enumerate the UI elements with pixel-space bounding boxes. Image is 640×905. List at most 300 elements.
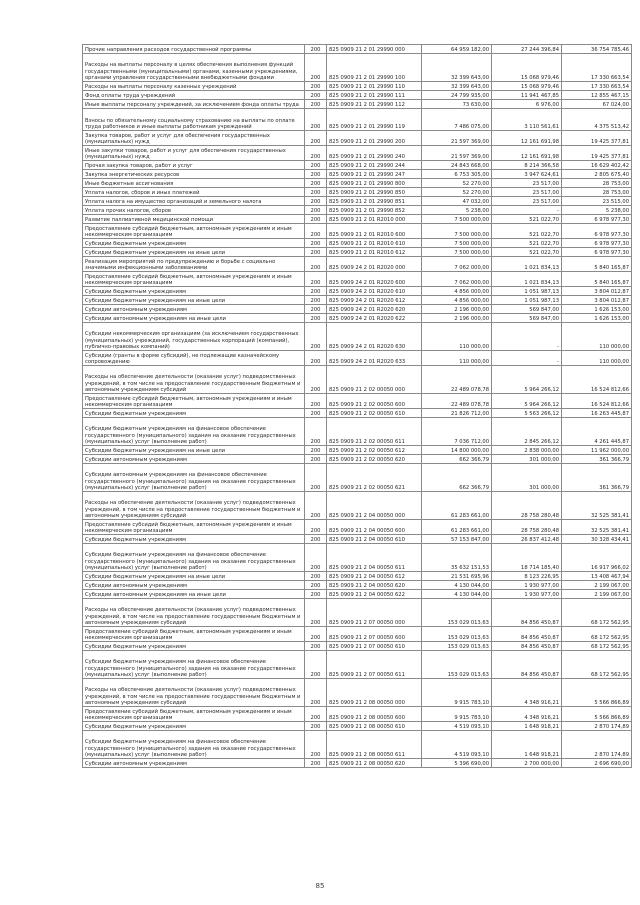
budget-classification-code: 825 0909 21 2 04 00050 000 bbox=[327, 492, 422, 520]
budget-classification-code: 825 0909 21 2 01 29990 851 bbox=[327, 197, 422, 206]
executed-amount: 11 941 467,85 bbox=[492, 91, 562, 100]
approved-amount: 4 519 093,10 bbox=[422, 722, 492, 731]
unexecuted-amount: 5 566 866,89 bbox=[562, 679, 632, 707]
budget-classification-code: 825 0909 24 2 01 R2020 633 bbox=[327, 351, 422, 366]
table-row bbox=[83, 206, 632, 215]
budget-classification-code: 825 0909 21 2 08 00050 600 bbox=[327, 707, 422, 722]
row-name: Иные бюджетные ассигнования bbox=[83, 179, 305, 188]
budget-classification-code: 825 0909 24 2 01 R2020 000 bbox=[327, 257, 422, 272]
table-row bbox=[83, 642, 632, 651]
unexecuted-amount: 6 978 977,30 bbox=[562, 215, 632, 224]
approved-amount: 662 366,79 bbox=[422, 455, 492, 464]
row-name: Субсидии некоммерческим организациям (за исключением государственных (муниципальных) учреждений, государственных корпораций (компаний), публично-правовых компаний) bbox=[83, 323, 305, 351]
approved-amount: 7 500 000,00 bbox=[422, 224, 492, 239]
budget-classification-code: 825 0909 21 2 01 R2010 610 bbox=[327, 239, 422, 248]
unexecuted-amount: 16 524 812,66 bbox=[562, 394, 632, 409]
budget-classification-code: 825 0909 21 2 01 29990 200 bbox=[327, 131, 422, 146]
budget-classification-code: 825 0909 21 2 01 R2010 600 bbox=[327, 224, 422, 239]
admin-code: 200 bbox=[305, 161, 327, 170]
budget-classification-code: 825 0909 24 2 01 R2020 612 bbox=[327, 296, 422, 305]
budget-classification-code: 825 0909 21 2 02 00050 600 bbox=[327, 394, 422, 409]
admin-code: 200 bbox=[305, 759, 327, 768]
row-name: Субсидии бюджетным учреждениям bbox=[83, 287, 305, 296]
approved-amount: 35 632 151,53 bbox=[422, 544, 492, 572]
executed-amount: 15 068 979,46 bbox=[492, 54, 562, 82]
row-name: Субсидии бюджетным учреждениям на иные цели bbox=[83, 296, 305, 305]
row-name: Субсидии бюджетным учреждениям bbox=[83, 642, 305, 651]
unexecuted-amount: 6 978 977,30 bbox=[562, 248, 632, 257]
table-row bbox=[83, 572, 632, 581]
unexecuted-amount: 2 199 067,00 bbox=[562, 581, 632, 590]
admin-code: 200 bbox=[305, 296, 327, 305]
admin-code: 200 bbox=[305, 257, 327, 272]
admin-code: 200 bbox=[305, 535, 327, 544]
table-row bbox=[83, 100, 632, 109]
unexecuted-amount: 2 805 675,40 bbox=[562, 170, 632, 179]
table-row bbox=[83, 679, 632, 707]
row-name: Развитие паллиативной медицинской помощи bbox=[83, 215, 305, 224]
approved-amount: 22 489 078,78 bbox=[422, 394, 492, 409]
table-row bbox=[83, 651, 632, 679]
executed-amount: 569 847,00 bbox=[492, 314, 562, 323]
budget-classification-code: 825 0909 21 2 02 00050 621 bbox=[327, 464, 422, 492]
table-body bbox=[83, 45, 632, 768]
row-name: Уплата налогов, сборов и иных платежей bbox=[83, 188, 305, 197]
row-name: Субсидии автономным учреждениям bbox=[83, 759, 305, 768]
approved-amount: 7 062 000,00 bbox=[422, 272, 492, 287]
budget-classification-code: 825 0909 21 2 01 29990 800 bbox=[327, 179, 422, 188]
table-row bbox=[83, 418, 632, 446]
table-row bbox=[83, 351, 632, 366]
table-row bbox=[83, 581, 632, 590]
approved-amount: 73 630,00 bbox=[422, 100, 492, 109]
budget-classification-code: 825 0909 21 2 01 29990 100 bbox=[327, 54, 422, 82]
row-name: Расходы на обеспечение деятельности (оказание услуг) подведомственных учреждений, в том числе на предоставление государственным бюджетным и автономным учреждениям субсидий bbox=[83, 599, 305, 627]
admin-code: 200 bbox=[305, 109, 327, 131]
admin-code: 200 bbox=[305, 722, 327, 731]
unexecuted-amount: 17 330 663,54 bbox=[562, 82, 632, 91]
row-name: Взносы по обязательному социальному страхованию на выплаты по оплате труда работников и иные выплаты работникам учреждений bbox=[83, 109, 305, 131]
row-name: Субсидии бюджетным учреждениям на финансовое обеспечение государственного (муниципального) задания на оказание государственных (муниципальных) услуг (выполнение работ) bbox=[83, 731, 305, 759]
admin-code: 200 bbox=[305, 409, 327, 418]
unexecuted-amount: 19 425 377,81 bbox=[562, 146, 632, 161]
admin-code: 200 bbox=[305, 394, 327, 409]
approved-amount: 9 915 783,10 bbox=[422, 707, 492, 722]
table-row bbox=[83, 323, 632, 351]
budget-classification-code: 825 0909 24 2 01 R2020 600 bbox=[327, 272, 422, 287]
row-name: Субсидии автономным учреждениям bbox=[83, 581, 305, 590]
unexecuted-amount: 11 962 000,00 bbox=[562, 446, 632, 455]
unexecuted-amount: 4 375 513,42 bbox=[562, 109, 632, 131]
admin-code: 200 bbox=[305, 544, 327, 572]
unexecuted-amount: 28 753,00 bbox=[562, 188, 632, 197]
admin-code: 200 bbox=[305, 248, 327, 257]
unexecuted-amount: 2 199 067,00 bbox=[562, 590, 632, 599]
approved-amount: 7 500 000,00 bbox=[422, 239, 492, 248]
budget-classification-code: 825 0909 24 2 01 R2020 610 bbox=[327, 287, 422, 296]
admin-code: 200 bbox=[305, 520, 327, 535]
unexecuted-amount: 12 855 467,15 bbox=[562, 91, 632, 100]
approved-amount: 21 826 712,00 bbox=[422, 409, 492, 418]
unexecuted-amount: 16 263 445,87 bbox=[562, 409, 632, 418]
unexecuted-amount: 68 172 562,95 bbox=[562, 599, 632, 627]
admin-code: 200 bbox=[305, 455, 327, 464]
admin-code: 200 bbox=[305, 642, 327, 651]
unexecuted-amount: 36 754 785,46 bbox=[562, 45, 632, 54]
admin-code: 200 bbox=[305, 272, 327, 287]
table-row bbox=[83, 492, 632, 520]
row-name: Расходы на выплаты персоналу в целях обеспечения выполнения функций государственными (муниципальными) органами, казенными учреждениями, органами управления государственными внебюджетными фондами bbox=[83, 54, 305, 82]
budget-classification-code: 825 0909 21 2 07 00050 611 bbox=[327, 651, 422, 679]
unexecuted-amount: 23 515,00 bbox=[562, 197, 632, 206]
table-row bbox=[83, 197, 632, 206]
budget-classification-code: 825 0909 21 2 08 00050 620 bbox=[327, 759, 422, 768]
budget-classification-code: 825 0909 21 2 02 00050 612 bbox=[327, 446, 422, 455]
row-name: Субсидии бюджетным учреждениям на финансовое обеспечение государственного (муниципального) задания на оказание государственных (муниципальных) услуг (выполнение работ) bbox=[83, 651, 305, 679]
executed-amount: 521 022,70 bbox=[492, 239, 562, 248]
admin-code: 200 bbox=[305, 464, 327, 492]
row-name: Закупка товаров, работ и услуг для обеспечения государственных (муниципальных) нужд bbox=[83, 131, 305, 146]
admin-code: 200 bbox=[305, 351, 327, 366]
approved-amount: 7 062 000,00 bbox=[422, 257, 492, 272]
approved-amount: 5 396 690,00 bbox=[422, 759, 492, 768]
row-name: Уплата прочих налогов, сборов bbox=[83, 206, 305, 215]
executed-amount: - bbox=[492, 206, 562, 215]
unexecuted-amount: 68 172 562,95 bbox=[562, 651, 632, 679]
row-name: Расходы на обеспечение деятельности (оказание услуг) подведомственных учреждений, в том числе на предоставление государственным бюджетным и автономным учреждениям субсидий bbox=[83, 366, 305, 394]
approved-amount: 4 856 000,00 bbox=[422, 287, 492, 296]
table-row bbox=[83, 296, 632, 305]
executed-amount: 23 517,00 bbox=[492, 197, 562, 206]
executed-amount: 15 068 979,46 bbox=[492, 82, 562, 91]
unexecuted-amount: 110 000,00 bbox=[562, 351, 632, 366]
unexecuted-amount: 2 870 174,89 bbox=[562, 731, 632, 759]
row-name: Уплата налога на имущество организаций и земельного налога bbox=[83, 197, 305, 206]
row-name: Расходы на обеспечение деятельности (оказание услуг) подведомственных учреждений, в том числе на предоставление государственным бюджетным и автономным учреждениям субсидий bbox=[83, 492, 305, 520]
row-name: Предоставление субсидий бюджетным, автономным учреждениям и иным некоммерческим организациям bbox=[83, 707, 305, 722]
admin-code: 200 bbox=[305, 599, 327, 627]
approved-amount: 2 196 000,00 bbox=[422, 314, 492, 323]
budget-classification-code: 825 0909 21 2 07 00050 600 bbox=[327, 627, 422, 642]
approved-amount: 153 029 013,63 bbox=[422, 642, 492, 651]
approved-amount: 7 500 000,00 bbox=[422, 215, 492, 224]
budget-classification-code: 825 0909 21 2 04 00050 611 bbox=[327, 544, 422, 572]
row-name: Субсидии бюджетным учреждениям на иные цели bbox=[83, 248, 305, 257]
row-name: Субсидии бюджетным учреждениям на финансовое обеспечение государственного (муниципального) задания на оказание государственных (муниципальных) услуг (выполнение работ) bbox=[83, 418, 305, 446]
table-row bbox=[83, 109, 632, 131]
row-name: Субсидии бюджетным учреждениям bbox=[83, 722, 305, 731]
table-row bbox=[83, 544, 632, 572]
executed-amount: 569 847,00 bbox=[492, 305, 562, 314]
table-row bbox=[83, 272, 632, 287]
unexecuted-amount: 2 870 174,89 bbox=[562, 722, 632, 731]
executed-amount: 5 964 266,12 bbox=[492, 394, 562, 409]
row-name: Субсидии автономным учреждениям bbox=[83, 455, 305, 464]
table-row bbox=[83, 314, 632, 323]
row-name: Предоставление субсидий бюджетным, автономным учреждениям и иным некоммерческим организациям bbox=[83, 520, 305, 535]
table-row bbox=[83, 131, 632, 146]
budget-classification-code: 825 0909 21 2 01 29990 240 bbox=[327, 146, 422, 161]
admin-code: 200 bbox=[305, 627, 327, 642]
table-row bbox=[83, 239, 632, 248]
unexecuted-amount: 16 629 402,42 bbox=[562, 161, 632, 170]
row-name: Расходы на выплаты персоналу казенных учреждений bbox=[83, 82, 305, 91]
row-name: Прочая закупка товаров, работ и услуг bbox=[83, 161, 305, 170]
table-row bbox=[83, 248, 632, 257]
table-row bbox=[83, 446, 632, 455]
budget-classification-code: 825 0909 24 2 01 R2020 622 bbox=[327, 314, 422, 323]
budget-classification-code: 825 0909 21 2 01 R2010 000 bbox=[327, 215, 422, 224]
table-row bbox=[83, 179, 632, 188]
row-name: Реализация мероприятий по предупреждению и борьбе с социально значимыми инфекционными заболеваниями bbox=[83, 257, 305, 272]
executed-amount: 1 051 987,13 bbox=[492, 296, 562, 305]
admin-code: 200 bbox=[305, 287, 327, 296]
approved-amount: 4 856 000,00 bbox=[422, 296, 492, 305]
executed-amount: 1 648 918,21 bbox=[492, 722, 562, 731]
unexecuted-amount: 4 261 445,87 bbox=[562, 418, 632, 446]
unexecuted-amount: 361 366,79 bbox=[562, 464, 632, 492]
budget-classification-code: 825 0909 21 2 02 00050 611 bbox=[327, 418, 422, 446]
table-row bbox=[83, 731, 632, 759]
unexecuted-amount: 17 330 663,54 bbox=[562, 54, 632, 82]
approved-amount: 110 000,00 bbox=[422, 351, 492, 366]
executed-amount: 3 947 624,61 bbox=[492, 170, 562, 179]
unexecuted-amount: 16 524 812,66 bbox=[562, 366, 632, 394]
unexecuted-amount: 110 000,00 bbox=[562, 323, 632, 351]
approved-amount: 662 366,79 bbox=[422, 464, 492, 492]
executed-amount: 8 123 226,95 bbox=[492, 572, 562, 581]
executed-amount: 28 758 280,48 bbox=[492, 492, 562, 520]
unexecuted-amount: 5 840 165,87 bbox=[562, 272, 632, 287]
approved-amount: 7 486 075,00 bbox=[422, 109, 492, 131]
admin-code: 200 bbox=[305, 314, 327, 323]
approved-amount: 6 753 305,00 bbox=[422, 170, 492, 179]
admin-code: 200 bbox=[305, 146, 327, 161]
executed-amount: 84 856 450,87 bbox=[492, 627, 562, 642]
budget-classification-code: 825 0909 21 2 08 00050 000 bbox=[327, 679, 422, 707]
approved-amount: 24 799 935,00 bbox=[422, 91, 492, 100]
admin-code: 200 bbox=[305, 305, 327, 314]
executed-amount: 1 021 834,13 bbox=[492, 257, 562, 272]
executed-amount: 18 714 185,40 bbox=[492, 544, 562, 572]
table-row bbox=[83, 464, 632, 492]
table-row bbox=[83, 409, 632, 418]
table-row bbox=[83, 170, 632, 179]
table-row bbox=[83, 366, 632, 394]
approved-amount: 52 270,00 bbox=[422, 188, 492, 197]
approved-amount: 61 283 661,00 bbox=[422, 492, 492, 520]
approved-amount: 32 399 643,00 bbox=[422, 54, 492, 82]
executed-amount: 28 758 280,48 bbox=[492, 520, 562, 535]
row-name: Фонд оплаты труда учреждений bbox=[83, 91, 305, 100]
admin-code: 200 bbox=[305, 707, 327, 722]
executed-amount: - bbox=[492, 351, 562, 366]
budget-classification-code: 825 0909 21 2 04 00050 610 bbox=[327, 535, 422, 544]
admin-code: 200 bbox=[305, 100, 327, 109]
admin-code: 200 bbox=[305, 590, 327, 599]
budget-classification-code: 825 0909 21 2 01 29990 244 bbox=[327, 161, 422, 170]
unexecuted-amount: 13 408 467,94 bbox=[562, 572, 632, 581]
approved-amount: 32 399 643,00 bbox=[422, 82, 492, 91]
approved-amount: 24 843 668,00 bbox=[422, 161, 492, 170]
table-row bbox=[83, 305, 632, 314]
table-row bbox=[83, 707, 632, 722]
admin-code: 200 bbox=[305, 572, 327, 581]
budget-execution-table bbox=[82, 44, 632, 768]
table-row bbox=[83, 224, 632, 239]
row-name: Субсидии бюджетным учреждениям bbox=[83, 239, 305, 248]
row-name: Субсидии бюджетным учреждениям bbox=[83, 535, 305, 544]
page-number: 85 bbox=[315, 882, 325, 890]
table-row bbox=[83, 455, 632, 464]
executed-amount: 23 517,00 bbox=[492, 188, 562, 197]
admin-code: 200 bbox=[305, 492, 327, 520]
executed-amount: 1 648 918,21 bbox=[492, 731, 562, 759]
row-name: Субсидии автономным учреждениям на иные цели bbox=[83, 590, 305, 599]
approved-amount: 52 270,00 bbox=[422, 179, 492, 188]
unexecuted-amount: 28 753,00 bbox=[562, 179, 632, 188]
executed-amount: 1 930 977,00 bbox=[492, 590, 562, 599]
unexecuted-amount: 3 804 012,87 bbox=[562, 296, 632, 305]
admin-code: 200 bbox=[305, 188, 327, 197]
row-name: Закупка энергетических ресурсов bbox=[83, 170, 305, 179]
budget-classification-code: 825 0909 21 2 04 00050 612 bbox=[327, 572, 422, 581]
executed-amount: 4 348 916,21 bbox=[492, 707, 562, 722]
approved-amount: 7 036 712,00 bbox=[422, 418, 492, 446]
approved-amount: 9 915 783,10 bbox=[422, 679, 492, 707]
unexecuted-amount: 6 978 977,30 bbox=[562, 239, 632, 248]
table-row bbox=[83, 188, 632, 197]
row-name: Прочие направления расходов государственной программы bbox=[83, 45, 305, 54]
table-row bbox=[83, 146, 632, 161]
executed-amount: 26 837 412,48 bbox=[492, 535, 562, 544]
budget-classification-code: 825 0909 21 2 07 00050 610 bbox=[327, 642, 422, 651]
executed-amount: 2 700 000,00 bbox=[492, 759, 562, 768]
budget-classification-code: 825 0909 21 2 01 R2010 612 bbox=[327, 248, 422, 257]
approved-amount: 64 959 182,00 bbox=[422, 45, 492, 54]
table-row bbox=[83, 215, 632, 224]
unexecuted-amount: 68 172 562,95 bbox=[562, 627, 632, 642]
row-name: Субсидии автономным учреждениям на финансовое обеспечение государственного (муниципального) задания на оказание государственных (муниципальных) услуг (выполнение работ) bbox=[83, 464, 305, 492]
unexecuted-amount: 3 804 012,87 bbox=[562, 287, 632, 296]
table-row bbox=[83, 590, 632, 599]
unexecuted-amount: 32 525 381,41 bbox=[562, 520, 632, 535]
budget-classification-code: 825 0909 21 2 01 29990 000 bbox=[327, 45, 422, 54]
unexecuted-amount: 30 328 434,41 bbox=[562, 535, 632, 544]
admin-code: 200 bbox=[305, 54, 327, 82]
admin-code: 200 bbox=[305, 418, 327, 446]
approved-amount: 21 597 369,00 bbox=[422, 131, 492, 146]
table-row bbox=[83, 91, 632, 100]
row-name: Субсидии автономным учреждениям на иные цели bbox=[83, 314, 305, 323]
unexecuted-amount: 2 696 690,00 bbox=[562, 759, 632, 768]
executed-amount: 23 517,00 bbox=[492, 179, 562, 188]
executed-amount: 2 845 266,12 bbox=[492, 418, 562, 446]
admin-code: 200 bbox=[305, 179, 327, 188]
approved-amount: 4 519 093,10 bbox=[422, 731, 492, 759]
executed-amount: 3 110 561,61 bbox=[492, 109, 562, 131]
executed-amount: 5 964 266,12 bbox=[492, 366, 562, 394]
executed-amount: 1 021 834,13 bbox=[492, 272, 562, 287]
budget-classification-code: 825 0909 21 2 07 00050 000 bbox=[327, 599, 422, 627]
admin-code: 200 bbox=[305, 731, 327, 759]
unexecuted-amount: 6 978 977,30 bbox=[562, 224, 632, 239]
executed-amount: 84 856 450,87 bbox=[492, 642, 562, 651]
approved-amount: 4 130 044,00 bbox=[422, 581, 492, 590]
admin-code: 200 bbox=[305, 581, 327, 590]
row-name: Предоставление субсидий бюджетным, автономным учреждениям и иным некоммерческим организациям bbox=[83, 224, 305, 239]
approved-amount: 153 029 013,63 bbox=[422, 651, 492, 679]
budget-classification-code: 825 0909 21 2 04 00050 620 bbox=[327, 581, 422, 590]
unexecuted-amount: 1 626 153,00 bbox=[562, 314, 632, 323]
approved-amount: 21 531 695,96 bbox=[422, 572, 492, 581]
table-row bbox=[83, 759, 632, 768]
admin-code: 200 bbox=[305, 197, 327, 206]
unexecuted-amount: 19 425 377,81 bbox=[562, 131, 632, 146]
table-row bbox=[83, 520, 632, 535]
row-name: Иные закупки товаров, работ и услуг для обеспечения государственных (муниципальных) нужд bbox=[83, 146, 305, 161]
executed-amount: 27 244 396,84 bbox=[492, 45, 562, 54]
admin-code: 200 bbox=[305, 206, 327, 215]
admin-code: 200 bbox=[305, 239, 327, 248]
budget-classification-code: 825 0909 21 2 04 00050 622 bbox=[327, 590, 422, 599]
admin-code: 200 bbox=[305, 366, 327, 394]
budget-classification-code: 825 0909 21 2 01 29990 852 bbox=[327, 206, 422, 215]
admin-code: 200 bbox=[305, 82, 327, 91]
row-name: Субсидии бюджетным учреждениям на иные цели bbox=[83, 446, 305, 455]
budget-classification-code: 825 0909 24 2 01 R2020 630 bbox=[327, 323, 422, 351]
table-row bbox=[83, 82, 632, 91]
executed-amount: 301 000,00 bbox=[492, 464, 562, 492]
row-name: Субсидии автономным учреждениям bbox=[83, 305, 305, 314]
row-name: Субсидии бюджетным учреждениям на финансовое обеспечение государственного (муниципального) задания на оказание государственных (муниципальных) услуг (выполнение работ) bbox=[83, 544, 305, 572]
admin-code: 200 bbox=[305, 679, 327, 707]
budget-classification-code: 825 0909 21 2 02 00050 000 bbox=[327, 366, 422, 394]
budget-classification-code: 825 0909 24 2 01 R2020 620 bbox=[327, 305, 422, 314]
admin-code: 200 bbox=[305, 131, 327, 146]
budget-classification-code: 825 0909 21 2 01 29990 119 bbox=[327, 109, 422, 131]
budget-classification-code: 825 0909 21 2 02 00050 610 bbox=[327, 409, 422, 418]
row-name: Расходы на обеспечение деятельности (оказание услуг) подведомственных учреждений, в том числе на предоставление государственным бюджетным и автономным учреждениям субсидий bbox=[83, 679, 305, 707]
unexecuted-amount: 1 626 153,00 bbox=[562, 305, 632, 314]
unexecuted-amount: 32 525 381,41 bbox=[562, 492, 632, 520]
budget-classification-code: 825 0909 21 2 04 00050 600 bbox=[327, 520, 422, 535]
executed-amount: - bbox=[492, 323, 562, 351]
admin-code: 200 bbox=[305, 651, 327, 679]
admin-code: 200 bbox=[305, 170, 327, 179]
unexecuted-amount: 67 024,00 bbox=[562, 100, 632, 109]
approved-amount: 153 029 013,63 bbox=[422, 627, 492, 642]
budget-classification-code: 825 0909 21 2 01 29990 111 bbox=[327, 91, 422, 100]
unexecuted-amount: 361 366,79 bbox=[562, 455, 632, 464]
executed-amount: 301 000,00 bbox=[492, 455, 562, 464]
executed-amount: 521 022,70 bbox=[492, 224, 562, 239]
executed-amount: 1 051 987,13 bbox=[492, 287, 562, 296]
row-name: Субсидии бюджетным учреждениям на иные цели bbox=[83, 572, 305, 581]
admin-code: 200 bbox=[305, 446, 327, 455]
budget-classification-code: 825 0909 21 2 02 00050 620 bbox=[327, 455, 422, 464]
approved-amount: 57 153 847,00 bbox=[422, 535, 492, 544]
admin-code: 200 bbox=[305, 323, 327, 351]
approved-amount: 14 800 000,00 bbox=[422, 446, 492, 455]
admin-code: 200 bbox=[305, 45, 327, 54]
approved-amount: 21 597 369,00 bbox=[422, 146, 492, 161]
unexecuted-amount: 5 840 165,87 bbox=[562, 257, 632, 272]
table-row bbox=[83, 161, 632, 170]
table-row bbox=[83, 287, 632, 296]
table-row bbox=[83, 599, 632, 627]
table-row bbox=[83, 257, 632, 272]
